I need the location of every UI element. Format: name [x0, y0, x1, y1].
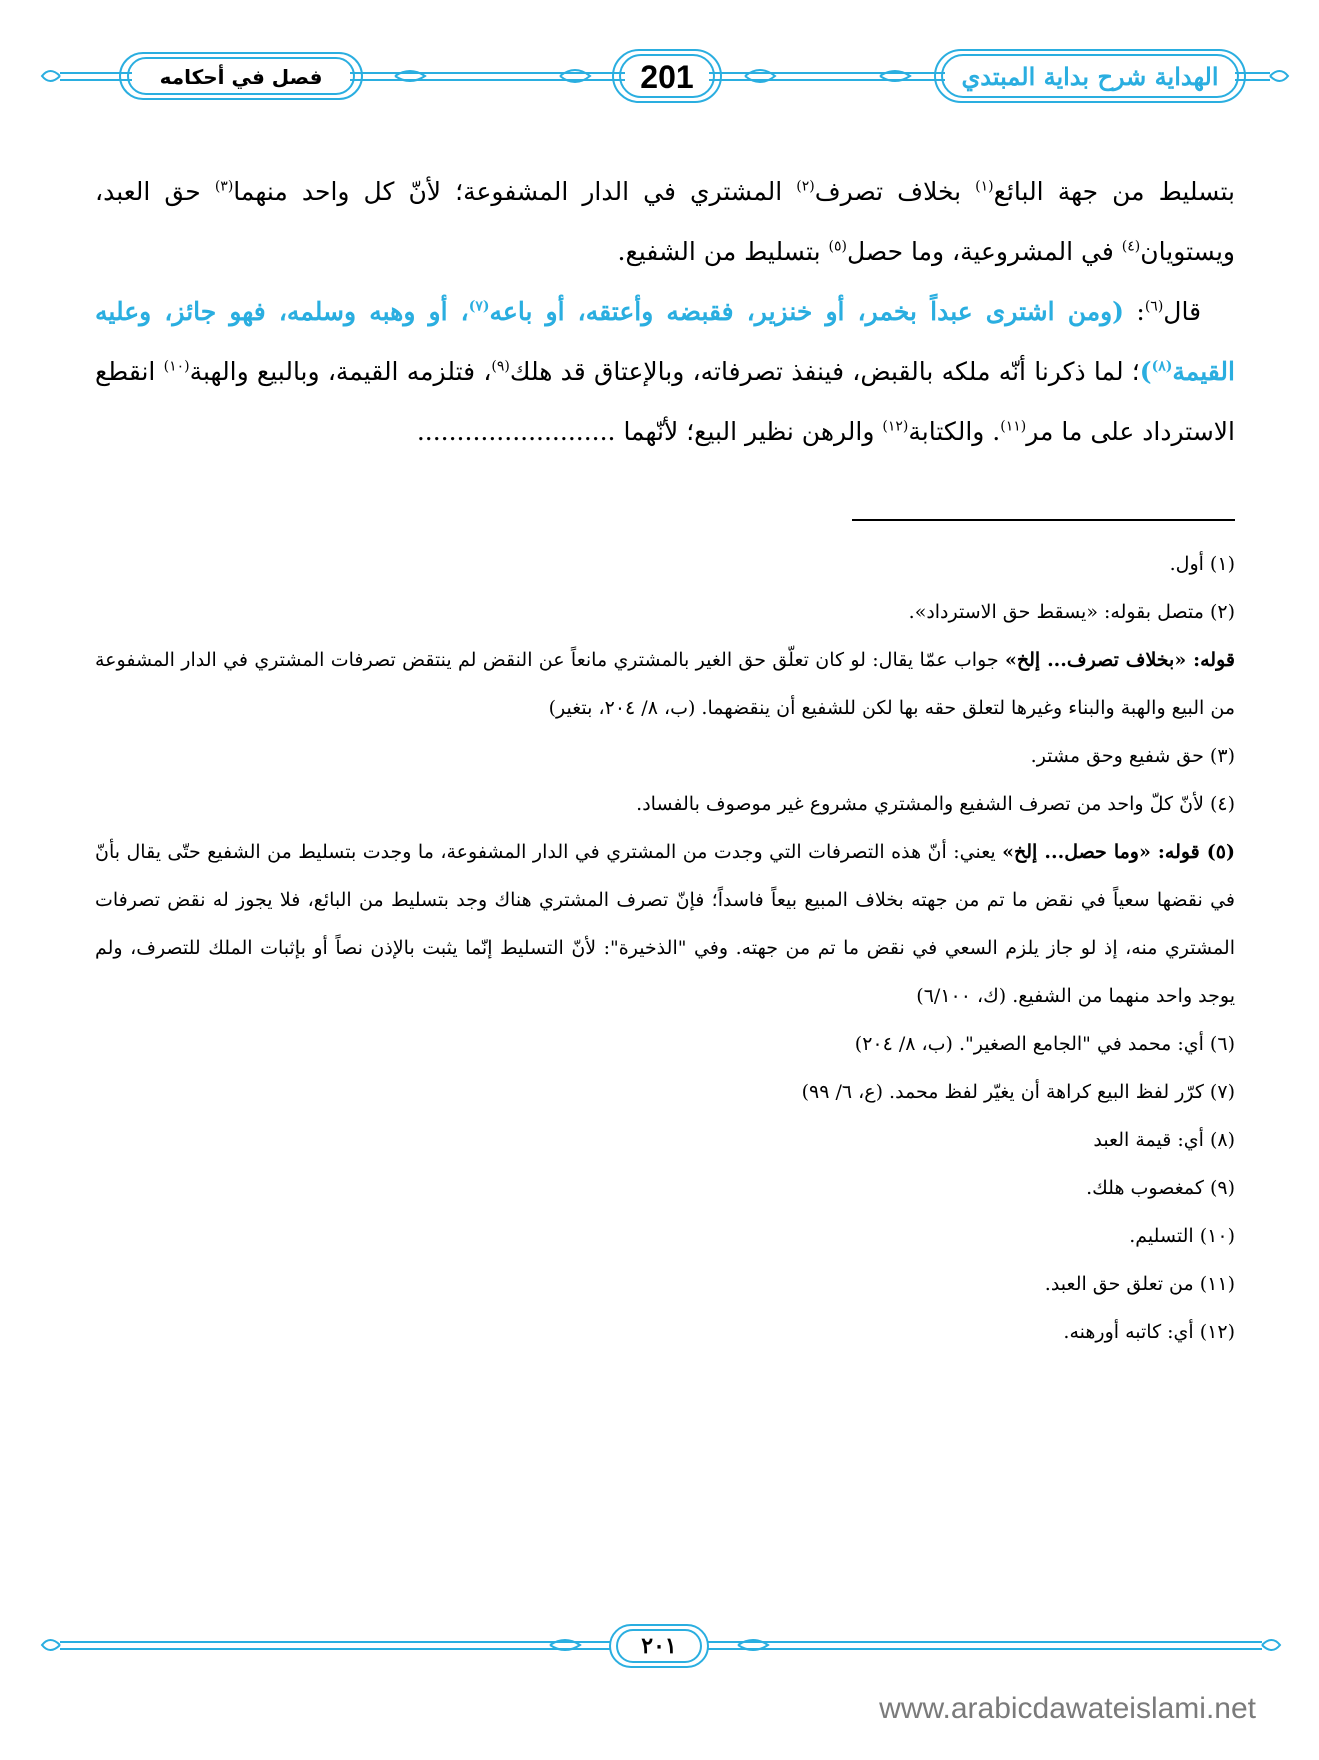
matn-text: ) [1139, 357, 1152, 386]
footnote-ref[interactable]: (١٠) [163, 358, 190, 375]
footnote: (٣) حق شفيع وحق مشتر. [1030, 745, 1235, 767]
page-footer [0, 1615, 1319, 1675]
footnote: (١٢) أي: كاتبه أورهنه. [1063, 1321, 1235, 1343]
section-title: فصل في أحكامه [159, 65, 323, 89]
text-run: المشتري في الدار المشفوعة؛ لأنّ كل واحد منهما [233, 177, 797, 206]
footnote-ref[interactable]: (٤) [1121, 238, 1141, 255]
main-text [95, 162, 1235, 462]
page-number: 201 [640, 58, 694, 95]
text-run: في المشروعية، وما حصل [846, 237, 1122, 266]
matn-text: (ومن اشترى عبداً بخمر، أو خنزير، فقبضه وأعتقه، أو باعه [489, 297, 1125, 326]
footnote-ref[interactable]: (٥) [828, 238, 847, 255]
text-run: . والكتابة [908, 417, 1001, 446]
footnote-ref[interactable]: (٨) [1151, 358, 1173, 375]
footnote-ref[interactable]: (٩) [491, 358, 510, 375]
text-run: ؛ لما ذكرنا أنّه ملكه بالقبض، فينفذ تصرفاته، وبالإعتاق قد هلك [509, 357, 1140, 386]
footnote-ref[interactable]: (١١) [1000, 418, 1027, 435]
text-run: : [1124, 297, 1145, 326]
footer-page-number: ٢٠١ [641, 1633, 677, 1659]
footnote-ref[interactable]: (٦) [1144, 298, 1164, 315]
page-header [0, 0, 1319, 130]
footnote: (٤) لأنّ كلّ واحد من تصرف الشفيع والمشتري مشروع غير موصوف بالفساد. [636, 793, 1235, 815]
footnote-ref[interactable]: (٢) [796, 178, 815, 195]
footnote: (١١) من تعلق حق العبد. [1044, 1273, 1235, 1295]
main-paragraph [95, 162, 1235, 282]
footnote-text: جواب عمّا يقال: لو كان تعلّق حق الغير بالمشتري مانعاً عن النقض لم ينتقض تصرفات المشتري في الدار المشفوعة من البيع والهبة والبناء وغيرها لتعلق حقه بها لكن للشفيع أن ينقضهما. (ب، ٨/ ٢٠٤، بتغير) [95, 649, 1235, 719]
footnote-label: قوله: «بخلاف تصرف... إلخ» [1004, 649, 1235, 671]
footnote-separator [852, 519, 1235, 521]
main-paragraph [95, 282, 1235, 462]
text-run: ، فتلزمه القيمة، وبالبيع والهبة [189, 357, 492, 386]
book-title: الهداية شرح بداية المبتدي [961, 61, 1219, 91]
footnote: (١) أول. [1169, 553, 1235, 575]
footnote: (٦) أي: محمد في "الجامع الصغير". (ب، ٨/ ٢٠٤) [854, 1033, 1235, 1055]
footnote: (١٠) التسليم. [1129, 1225, 1235, 1247]
footnote-label: (٥) قوله: «وما حصل... إلخ» [1002, 841, 1235, 863]
watermark-url: www.arabicdawateislami.net [879, 1692, 1256, 1725]
text-run: حق العبد، ويستويان [95, 177, 1235, 266]
footnote: (٩) كمغصوب هلك. [1086, 1177, 1235, 1199]
footnote-ref[interactable]: (٣) [214, 178, 234, 195]
footnote: (٧) كرّر لفظ البيع كراهة أن يغيّر لفظ محمد. (ع، ٦/ ٩٩) [801, 1081, 1235, 1103]
text-run: والرهن نظير البيع؛ لأنّهما ......................... [416, 417, 883, 446]
text-run: بتسليط من الشفيع. [617, 237, 829, 266]
footnote-ref[interactable]: (١٢) [882, 418, 909, 435]
footnote-ref[interactable]: (١) [975, 178, 994, 195]
footnote: (٨) أي: قيمة العبد [1093, 1129, 1235, 1151]
matn-text: ، أو وهبه وسلمه، فهو جائز، وعليه القيمة [95, 297, 1235, 386]
footnote-text: يعني: أنّ هذه التصرفات التي وجدت من المشتري في الدار المشفوعة، ما وجدت بتسليط من الشفيع حتّى يقال بأنّ في نقضها سعياً في نقض ما تم من جهته بخلاف المبيع بيعاً فاسداً؛ فإنّ تصرف المشتري هناك وجد بتسليط من البائع، فلا يجوز له نقض تصرفات المشتري منه، إذ لو جاز يلزم السعي في نقض ما تم من جهته. وفي "الذخيرة": لأنّ التسليط إنّما يثبت بالإذن نصاً أو بإثبات الملك للتصرف، ولم يوجد واحد منهما من الشفيع. (ك، ٦/١٠٠) [95, 841, 1235, 1007]
footnote [95, 636, 1235, 732]
text-run: انقطع الاسترداد على ما مر [95, 357, 1235, 446]
text-run: قال [1163, 297, 1202, 326]
text-run: بخلاف تصرف [814, 177, 976, 206]
text-run: بتسليط من جهة البائع [993, 177, 1235, 206]
footnote: (٢) متصل بقوله: «يسقط حق الاسترداد». [908, 601, 1235, 623]
footnote [95, 828, 1235, 1020]
footnotes [95, 540, 1235, 1356]
footnote-ref[interactable]: (٧) [468, 298, 490, 315]
